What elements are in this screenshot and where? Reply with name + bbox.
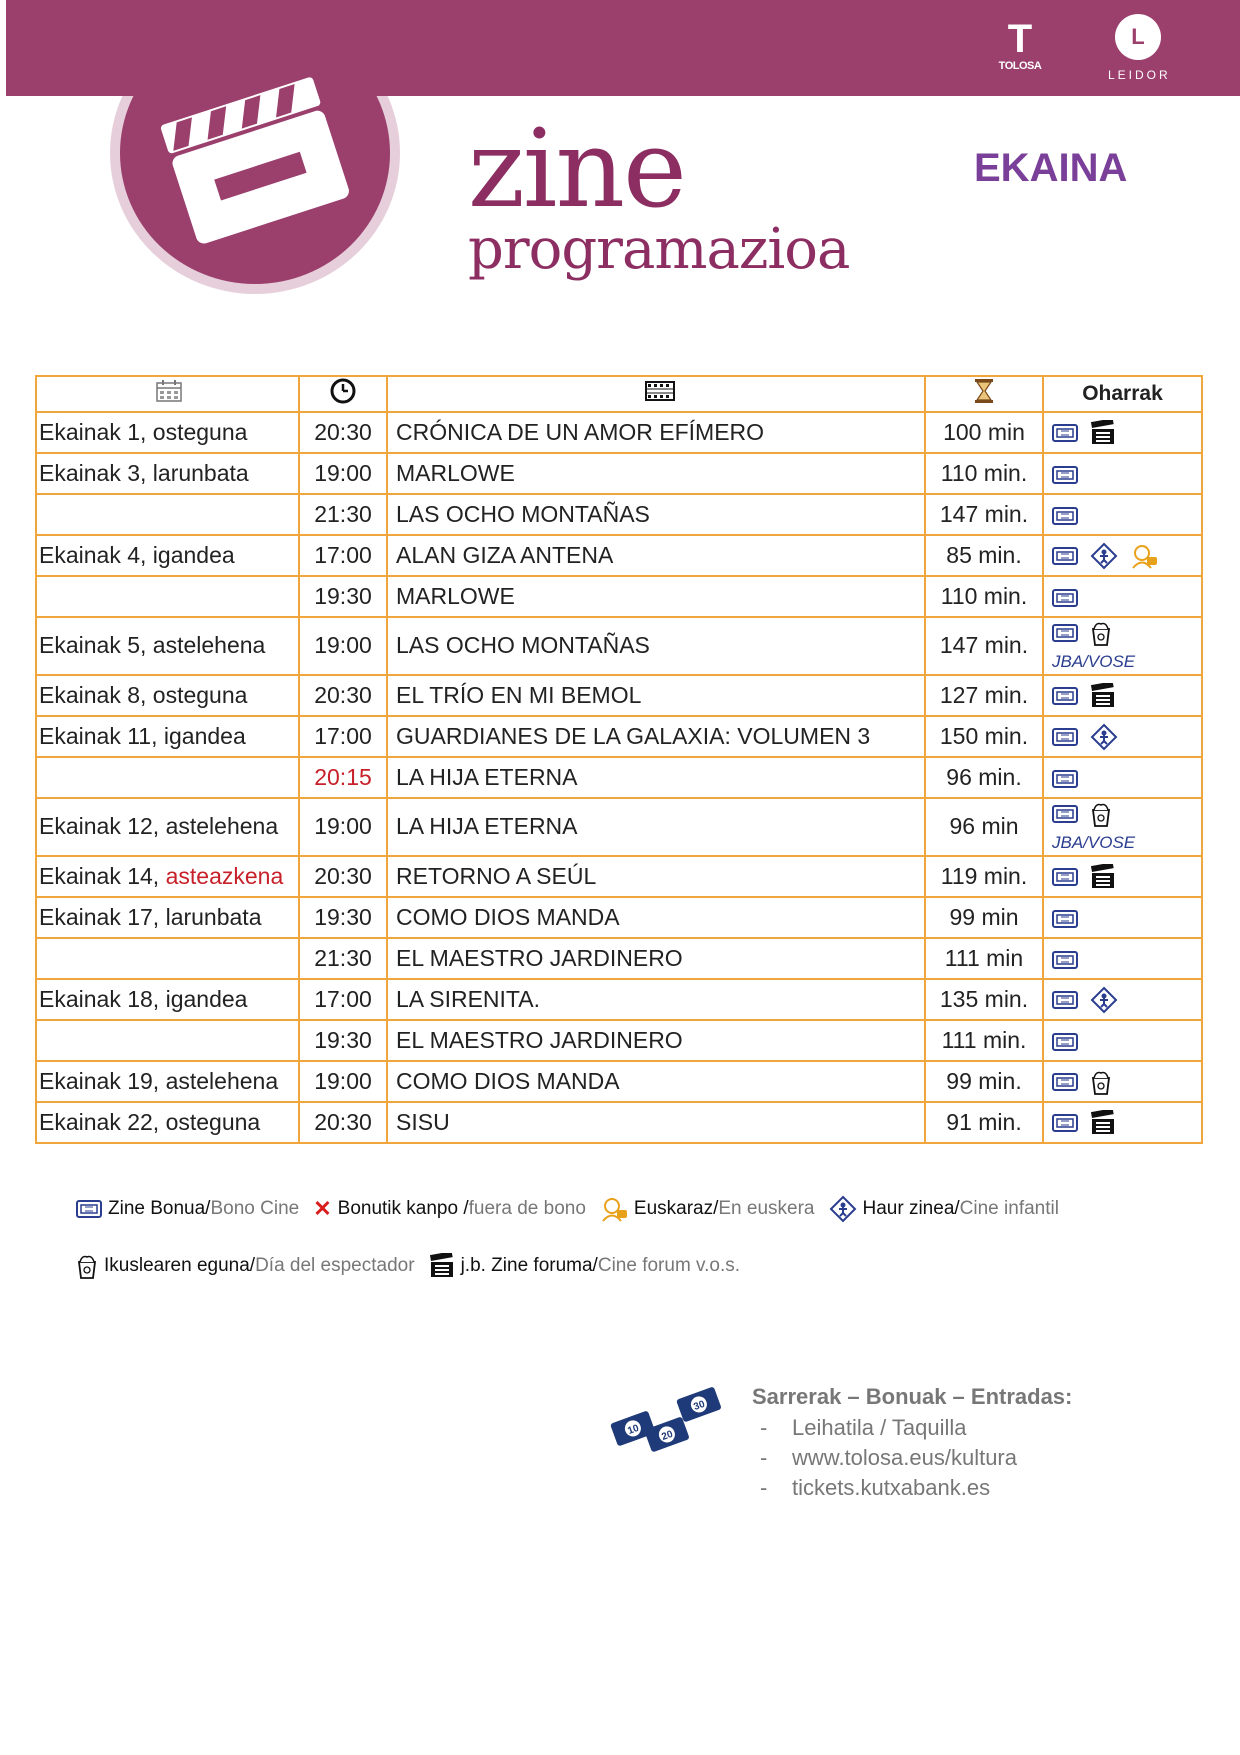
film-duration: 127 min.: [925, 675, 1043, 716]
legend-item-forum: j.b. Zine foruma/Cine forum v.o.s.: [429, 1253, 740, 1279]
screening-notes: [1043, 494, 1202, 535]
bono-ticket-icon: [1052, 910, 1078, 928]
film-title: LA SIRENITA.: [387, 979, 925, 1020]
film-title: GUARDIANES DE LA GALAXIA: VOLUMEN 3: [387, 716, 925, 757]
film-title: SISU: [387, 1102, 925, 1143]
film-duration: 99 min: [925, 897, 1043, 938]
film-forum-clapper-icon: [1090, 420, 1116, 446]
sales-item-taquilla: - Leihatila / Taquilla: [760, 1415, 967, 1440]
film-title: ALAN GIZA ANTENA: [387, 535, 925, 576]
film-duration: 147 min.: [925, 494, 1043, 535]
table-row: [36, 453, 1202, 494]
screening-notes: [1043, 576, 1202, 617]
screening-date: Ekainak 17, larunbata: [36, 897, 299, 938]
legend-item-kids: Haur zinea/Cine infantil: [829, 1195, 1059, 1223]
film-title: EL MAESTRO JARDINERO: [387, 1020, 925, 1061]
kids-cinema-icon: [829, 1195, 857, 1223]
screening-time: 20:30: [299, 675, 387, 716]
screening-notes: [1043, 716, 1202, 757]
table-row: [36, 979, 1202, 1020]
film-title: COMO DIOS MANDA: [387, 897, 925, 938]
bono-ticket-icon: [1052, 424, 1078, 442]
film-duration: 111 min: [925, 938, 1043, 979]
table-row: [36, 494, 1202, 535]
jba-vose-note: JBA/VOSE: [1052, 651, 1136, 671]
month-title: EKAINA: [974, 146, 1128, 190]
film-strip-icon: [645, 381, 675, 401]
brand-title: [468, 107, 850, 282]
screening-date: Ekainak 11, igandea: [36, 716, 299, 757]
bono-ticket-icon: [76, 1200, 102, 1218]
film-title: EL TRÍO EN MI BEMOL: [387, 675, 925, 716]
tickets-icon: [604, 1382, 724, 1460]
table-row: [36, 757, 1202, 798]
bono-ticket-icon: [1052, 589, 1078, 607]
bono-ticket-icon: [1052, 1073, 1078, 1091]
legend-item-bono: Zine Bonua/Bono Cine: [76, 1198, 299, 1220]
screening-time: 21:30: [299, 494, 387, 535]
film-duration: 91 min.: [925, 1102, 1043, 1143]
screening-date: [36, 576, 299, 617]
bono-ticket-icon: [1052, 507, 1078, 525]
brand-line1: zine: [468, 107, 685, 232]
ticket-20-label: 20: [660, 1428, 675, 1443]
screening-date: [36, 757, 299, 798]
film-forum-clapper-icon: [1090, 864, 1116, 890]
screening-time: 20:30: [299, 412, 387, 453]
calendar-icon: [155, 379, 183, 403]
screening-time: 19:00: [299, 1061, 387, 1102]
screening-time: 20:30: [299, 856, 387, 897]
film-duration: 111 min.: [925, 1020, 1043, 1061]
film-title: CRÓNICA DE UN AMOR EFÍMERO: [387, 412, 925, 453]
screening-time: 19:00: [299, 617, 387, 675]
film-duration: 110 min.: [925, 453, 1043, 494]
film-duration: 135 min.: [925, 979, 1043, 1020]
schedule-table: [35, 375, 1203, 1144]
film-title: COMO DIOS MANDA: [387, 1061, 925, 1102]
screening-date: Ekainak 8, osteguna: [36, 675, 299, 716]
bono-ticket-icon: [1052, 687, 1078, 705]
screening-notes: [1043, 757, 1202, 798]
screening-notes: [1043, 1020, 1202, 1061]
film-duration: 150 min.: [925, 716, 1043, 757]
legend-row-1: [76, 1195, 1073, 1223]
table-row: [36, 617, 1202, 675]
hourglass-icon: [974, 378, 994, 404]
bono-ticket-icon: [1052, 1033, 1078, 1051]
legend-row-2: [76, 1252, 754, 1280]
spectator-day-icon: [76, 1252, 98, 1280]
table-row: [36, 897, 1202, 938]
clock-icon: [329, 377, 357, 405]
screening-time: 19:30: [299, 576, 387, 617]
screening-time: 21:30: [299, 938, 387, 979]
screening-notes: [1043, 675, 1202, 716]
screening-notes: [1043, 979, 1202, 1020]
screening-notes: [1043, 412, 1202, 453]
screening-notes: [1043, 938, 1202, 979]
sales-item-tickets[interactable]: - tickets.kutxabank.es: [760, 1475, 991, 1500]
calendar-icon-header: [36, 376, 299, 412]
kids-cinema-icon: [1090, 542, 1118, 570]
film-title: LA HIJA ETERNA: [387, 798, 925, 856]
spectator-day-icon: [1090, 1068, 1112, 1096]
screening-time: 19:00: [299, 798, 387, 856]
screening-date: [36, 938, 299, 979]
film-title: LAS OCHO MONTAÑAS: [387, 617, 925, 675]
screening-date: [36, 1020, 299, 1061]
no-bono-x-icon: ✕: [313, 1196, 332, 1221]
table-row: [36, 1020, 1202, 1061]
jba-vose-note: JBA/VOSE: [1052, 832, 1136, 852]
screening-date: Ekainak 19, astelehena: [36, 1061, 299, 1102]
bono-ticket-icon: [1052, 770, 1078, 788]
screening-time: 20:15: [299, 757, 387, 798]
film-forum-clapper-icon: [429, 1253, 455, 1279]
sales-info: [752, 1384, 1072, 1504]
screening-notes: [1043, 798, 1202, 856]
bono-ticket-icon: [1052, 868, 1078, 886]
bono-ticket-icon: [1052, 624, 1078, 642]
table-row: [36, 412, 1202, 453]
film-duration: 147 min.: [925, 617, 1043, 675]
film-title: EL MAESTRO JARDINERO: [387, 938, 925, 979]
spectator-day-icon: [1090, 619, 1112, 647]
bono-ticket-icon: [1052, 547, 1078, 565]
film-title: MARLOWE: [387, 576, 925, 617]
film-duration: 119 min.: [925, 856, 1043, 897]
film-title: LA HIJA ETERNA: [387, 757, 925, 798]
screening-date: Ekainak 12, astelehena: [36, 798, 299, 856]
film-title: MARLOWE: [387, 453, 925, 494]
sales-heading: Sarrerak – Bonuak – Entradas:: [752, 1384, 1073, 1409]
bono-ticket-icon: [1052, 1114, 1078, 1132]
table-row: [36, 675, 1202, 716]
table-header-row: [36, 376, 1202, 412]
legend-item-euskara: Euskaraz/En euskera: [600, 1196, 815, 1222]
leidor-logo: L LEIDOR: [1108, 14, 1168, 82]
bono-ticket-icon: [1052, 466, 1078, 484]
screening-notes: [1043, 1061, 1202, 1102]
notes-header: Oharrak: [1043, 376, 1202, 412]
table-row: [36, 938, 1202, 979]
film-forum-clapper-icon: [1090, 683, 1116, 709]
screening-date: Ekainak 4, igandea: [36, 535, 299, 576]
screening-date: Ekainak 1, osteguna: [36, 412, 299, 453]
bono-ticket-icon: [1052, 991, 1078, 1009]
table-row: [36, 716, 1202, 757]
brand-line2: programazioa: [468, 217, 850, 282]
table-row: [36, 1061, 1202, 1102]
kids-cinema-icon: [1090, 986, 1118, 1014]
spectator-day-icon: [1090, 800, 1112, 828]
table-row: [36, 1102, 1202, 1143]
screening-notes: [1043, 535, 1202, 576]
film-duration: 96 min: [925, 798, 1043, 856]
film-duration: 110 min.: [925, 576, 1043, 617]
table-row: [36, 798, 1202, 856]
screening-time: 17:00: [299, 535, 387, 576]
screening-time: 17:00: [299, 979, 387, 1020]
screening-date: Ekainak 14, asteazkena: [36, 856, 299, 897]
bono-ticket-icon: [1052, 951, 1078, 969]
screening-time: 19:30: [299, 1020, 387, 1061]
screening-notes: [1043, 1102, 1202, 1143]
legend-item-espectador: Ikuslearen eguna/Día del espectador: [76, 1252, 415, 1280]
tolosa-logo: T TOLOSA: [998, 17, 1042, 72]
film-duration: 96 min.: [925, 757, 1043, 798]
hourglass-icon-header: [925, 376, 1043, 412]
table-row: [36, 856, 1202, 897]
screening-time: 19:00: [299, 453, 387, 494]
table-row: [36, 576, 1202, 617]
film-duration: 99 min.: [925, 1061, 1043, 1102]
film-forum-clapper-icon: [1090, 1110, 1116, 1136]
sales-item-web[interactable]: - www.tolosa.eus/kultura: [760, 1445, 1017, 1470]
film-icon-header: [387, 376, 925, 412]
ticket-30-label: 30: [692, 1398, 707, 1413]
screening-date: Ekainak 22, osteguna: [36, 1102, 299, 1143]
film-duration: 100 min: [925, 412, 1043, 453]
screening-date: Ekainak 3, larunbata: [36, 453, 299, 494]
screening-date: Ekainak 5, astelehena: [36, 617, 299, 675]
film-title: LAS OCHO MONTAÑAS: [387, 494, 925, 535]
bono-ticket-icon: [1052, 805, 1078, 823]
screening-notes: [1043, 897, 1202, 938]
table-row: [36, 535, 1202, 576]
film-title: RETORNO A SEÚL: [387, 856, 925, 897]
screening-notes: [1043, 453, 1202, 494]
screening-notes: [1043, 856, 1202, 897]
legend-item-nobono: ✕ Bonutik kanpo /fuera de bono: [313, 1196, 586, 1221]
screening-date: [36, 494, 299, 535]
euskara-icon: [1130, 543, 1158, 569]
screening-notes: [1043, 617, 1202, 675]
screening-time: 19:30: [299, 897, 387, 938]
screening-time: 20:30: [299, 1102, 387, 1143]
screening-date: Ekainak 18, igandea: [36, 979, 299, 1020]
film-duration: 85 min.: [925, 535, 1043, 576]
euskara-icon: [600, 1196, 628, 1222]
clock-icon-header: [299, 376, 387, 412]
bono-ticket-icon: [1052, 728, 1078, 746]
kids-cinema-icon: [1090, 723, 1118, 751]
ticket-10-label: 10: [626, 1422, 641, 1437]
screening-time: 17:00: [299, 716, 387, 757]
